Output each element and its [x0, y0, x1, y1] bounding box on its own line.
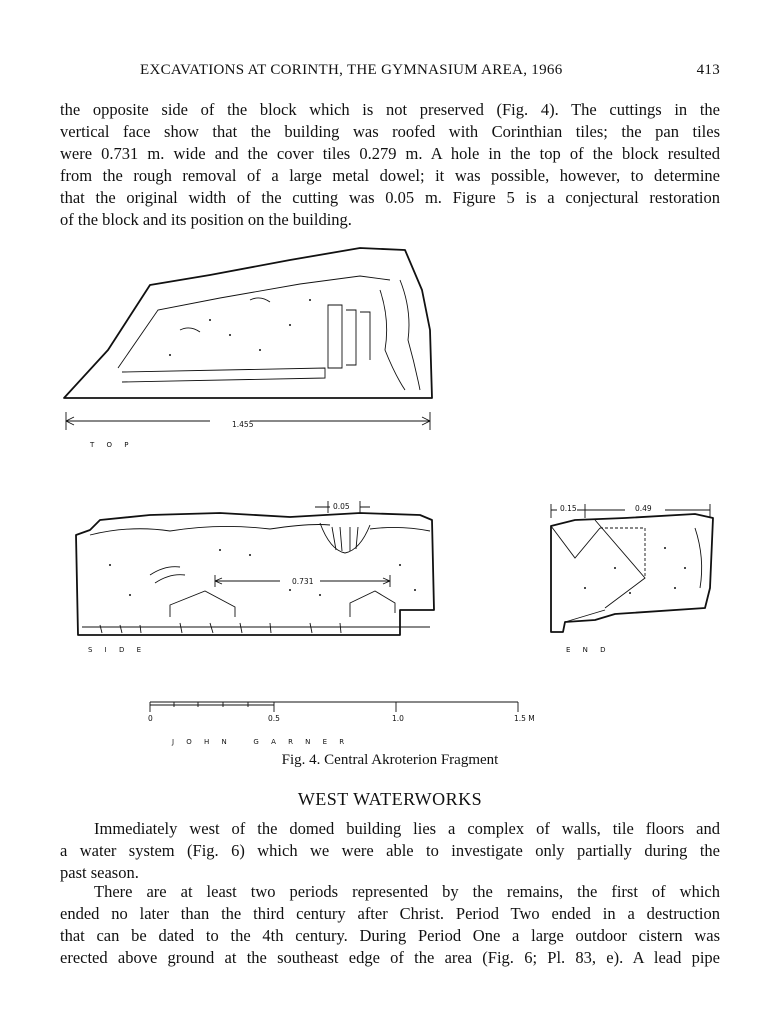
text-line: that can be dated to the 4th century. During Period One a large outdoor cistern was	[60, 926, 720, 945]
text-line: Immediately west of the domed building lies a complex of walls, tile floors and	[94, 819, 720, 838]
text-line: of the block and its position on the building.	[60, 210, 352, 229]
draftsman-credit: J O H N G A R N E R	[172, 738, 350, 746]
text-line: past season.	[60, 863, 139, 882]
side-view-drawing	[70, 495, 450, 645]
paragraph-1	[60, 99, 720, 231]
paragraph-3	[60, 881, 720, 969]
text-line: a water system (Fig. 6) which we were able to investigate only partially during the	[60, 841, 720, 860]
text-line: that the original width of the cutting was 0.05 m. Figure 5 is a conjectural restoration	[60, 188, 720, 207]
paragraph-2	[60, 818, 720, 884]
top-view-label: T O P	[90, 441, 134, 449]
scale-tick-0: 0	[148, 714, 153, 723]
figure-caption: Fig. 4. Central Akroterion Fragment	[281, 752, 499, 768]
text-line: erected above ground at the southeast edge of the area (Fig. 6; Pl. 83, e). A lead pipe	[60, 948, 720, 967]
scale-tick-0-5: 0.5	[268, 714, 280, 723]
text-line: ended no later than the third century after Christ. Period Two ended in a destruction	[60, 904, 720, 923]
text-line: from the rough removal of a large metal dowel; it was possible, however, to determine	[60, 166, 720, 185]
text-line: were 0.731 m. wide and the cover tiles 0.279 m. A hole in the top of the block resulted	[60, 144, 720, 163]
running-head-title: EXCAVATIONS AT CORINTH, THE GYMNASIUM AREA, 1966	[140, 62, 563, 78]
scale-tick-1-0: 1.0	[392, 714, 404, 723]
side-view-label: S I D E	[88, 646, 146, 654]
text-line: There are at least two periods represented by the remains, the first of which	[94, 882, 720, 901]
side-top-dimension-label: 0.05	[333, 502, 350, 511]
end-dimension-a-label: 0.15	[560, 504, 577, 513]
end-view-drawing	[545, 498, 720, 648]
end-dimension-b-label: 0.49	[635, 504, 652, 513]
scale-tick-1-5: 1.5 M	[514, 714, 535, 723]
text-line: the opposite side of the block which is not preserved (Fig. 4). The cuttings in the	[60, 100, 720, 119]
end-view-label: E N D	[566, 646, 611, 654]
text-line: vertical face show that the building was roofed with Corinthian tiles; the pan tiles	[60, 122, 720, 141]
section-title: WEST WATERWORKS	[297, 789, 483, 809]
page-number: 413	[696, 62, 720, 78]
top-dimension-label: 1.455	[232, 420, 254, 429]
top-view-drawing	[60, 240, 440, 440]
side-dimension-label: 0.731	[292, 577, 314, 586]
scale-bar	[148, 700, 533, 716]
